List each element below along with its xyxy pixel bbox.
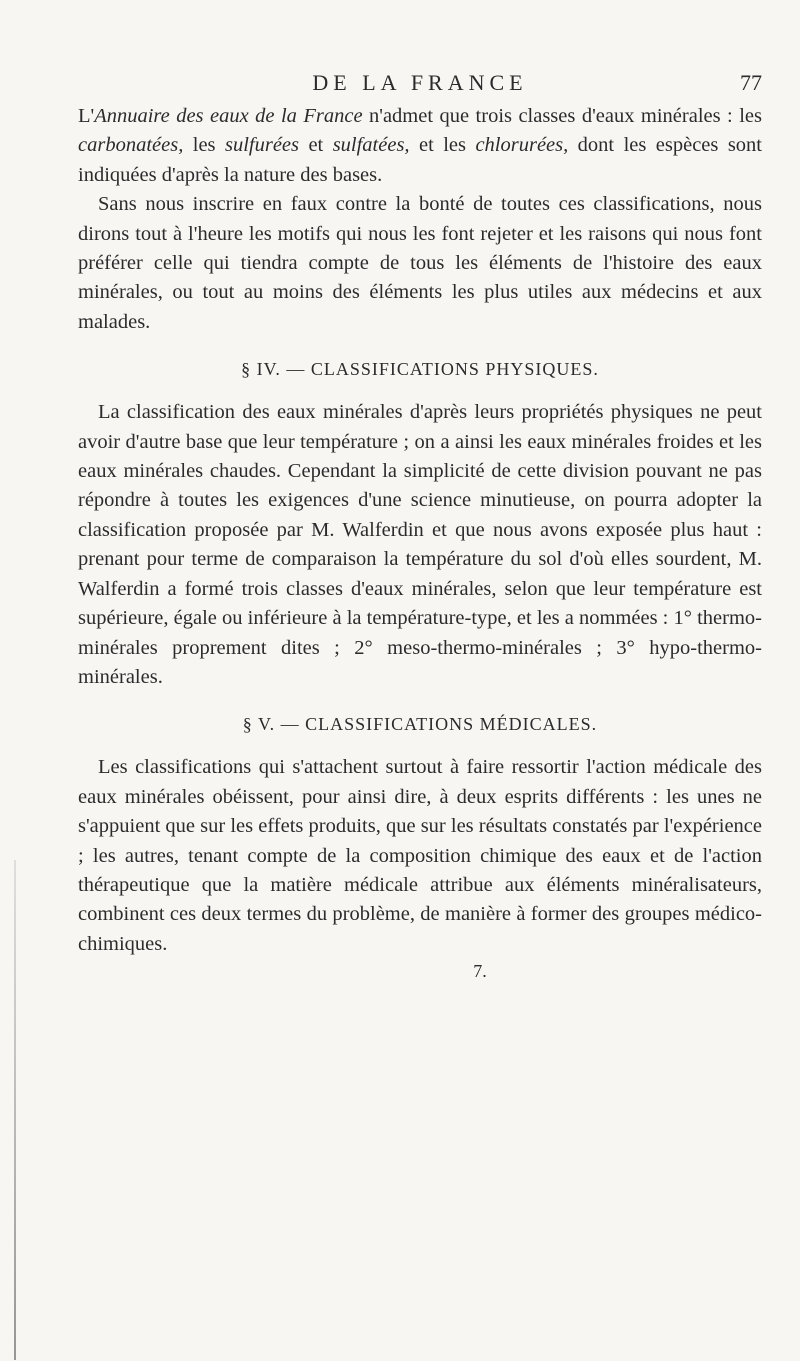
signature-mark: 7. — [473, 961, 487, 982]
section-heading-physiques: § IV. — CLASSIFICATIONS PHYSIQUES. — [241, 359, 599, 380]
running-head — [78, 70, 762, 100]
text-run: et les — [409, 134, 476, 157]
page — [78, 70, 762, 982]
text-run: n'admet que trois classes d'eaux minérales : les — [362, 105, 762, 127]
italic-term: sulfurées — [224, 134, 300, 157]
paragraph-physiques: La classification des eaux minérales d'après leurs propriétés physiques ne peut avoir d'autre base que leur température ; on a ainsi les eaux minérales froides et les eaux minérales chaudes. Cependant la simplicité de cette division pouvant ne pas répondre à toutes les exigences d'une science minutieuse, on pourra adopter la classification proposée par M. Walferdin et que nous avons exposée plus haut : prenant pour terme de comparaison la température du sol d'où elles sourdent, M. Walferdin a formé trois classes d'eaux minérales, selon que leur température est supérieure, égale ou inférieure à la température-type, et les a nommées : 1° thermo-minérales proprement dites ; 2° meso-thermo-minérales ; 3° hypo-thermo-minérales. — [78, 401, 762, 688]
text-run: dont les espèces sont indiquées d'après la nature des bases. — [78, 134, 762, 186]
paragraph-medicales: Les classifications qui s'attachent surtout à faire ressortir l'action médicale des eaux minérales obéissent, pour ainsi dire, à deux esprits différents : les unes ne s'appuient que sur les effets produits, que sur les résultats constatés par l'expérience ; les autres, tenant compte de la composition chimique des eaux et de l'action thérapeutique que la matière médicale attribue aux éléments minéralisateurs, combinent ces deux termes du problème, de manière à former des groupes médico-chimiques. — [78, 756, 762, 955]
italic-term: chlorurées, — [475, 134, 569, 157]
text-run: et — [299, 134, 333, 157]
section-heading-medicales: § V. — CLASSIFICATIONS MÉDICALES. — [242, 714, 598, 735]
italic-title: Annuaire des eaux de la France — [94, 105, 363, 127]
page-number: 77 — [740, 70, 762, 95]
text-run: les — [183, 134, 225, 157]
italic-term: carbonatées, — [78, 134, 184, 157]
paragraph-classifications: Sans nous inscrire en faux contre la bonté de toutes ces classifications, nous dirons tout à l'heure les motifs qui nous les font rejeter et les raisons qui nous font préférer celle qui tiendra compte de tous les éléments de l'histoire des eaux minérales, ou tout au moins des éléments les plus utiles aux médecins et aux malades. — [78, 193, 762, 333]
italic-term: sulfatées, — [332, 134, 410, 157]
running-head-title: DE LA FRANCE — [312, 70, 528, 95]
scan-margin-shadow — [14, 860, 16, 1360]
text-run: L' — [78, 105, 95, 127]
paragraph-annuaire — [78, 102, 762, 190]
